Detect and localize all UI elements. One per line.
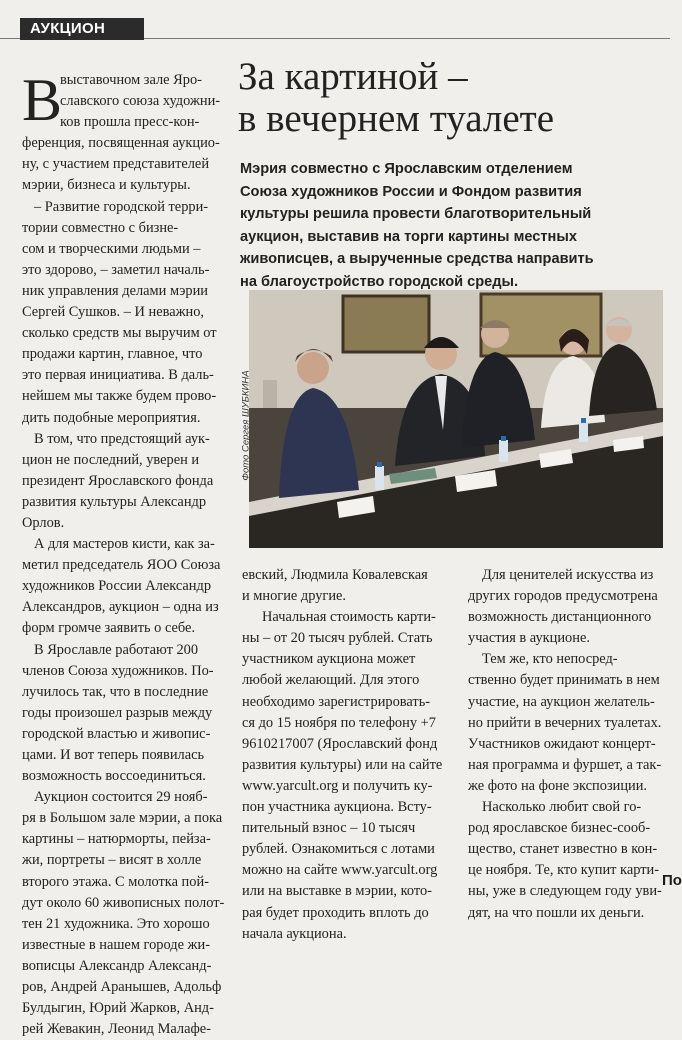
text-line: Тем же, кто непосред- [482, 651, 618, 668]
text-line: продажи картин, главное, что [22, 346, 203, 363]
text-line: и многие другие. [242, 588, 347, 605]
article-column-2 [242, 565, 454, 945]
text-line: ся до 15 ноября по телефону +7 [242, 714, 436, 731]
text-line: членов Союза художников. По- [22, 662, 214, 679]
text-line: Начальная стоимость карти- [262, 609, 436, 626]
text-line: дят, на что пошли их деньги. [468, 904, 645, 921]
lede [240, 158, 660, 294]
article-column-3 [468, 565, 666, 924]
text-line: це ноября. Те, кто купит карти- [468, 862, 659, 879]
text-line: Аукцион состоится 29 нояб- [34, 789, 208, 806]
text-line: это здорово, – заметил началь- [22, 261, 210, 278]
text-line: ференция, посвященная аукцио- [22, 135, 220, 152]
text-line: нейшем мы также будем прово- [22, 388, 217, 405]
text-line: цион не последний, уверен и [22, 451, 200, 468]
text-line: президент Ярославского фонда [22, 472, 214, 489]
text-line: А для мастеров кисти, как за- [34, 536, 215, 553]
text-line: же фото на фоне экспозиции. [468, 777, 648, 794]
text-line: дить подобные мероприятия. [22, 409, 201, 426]
text-line: участия в аукционе. [468, 630, 590, 647]
text-line: – Развитие городской терри- [34, 198, 209, 215]
text-line: развития культуры Александр [22, 493, 207, 510]
text-line: жи, портреты – висят в холле [22, 852, 202, 869]
text-line: необходимо зарегистрировать- [242, 693, 431, 710]
lede-line: Мэрия совместно с Ярославским отделением [240, 161, 573, 177]
text-line: дут около 60 живописных полот- [22, 894, 225, 911]
text-line: или на выставке в мэрии, кото- [242, 883, 432, 900]
continued-page-fragment: По [662, 872, 682, 889]
text-line: городской властью и живопис- [22, 725, 211, 742]
text-line: ник управления делами мэрии [22, 282, 209, 299]
text-line: ков прошла пресс-кон- [60, 114, 200, 131]
headline-line: в вечернем туалете [238, 97, 555, 140]
text-line: возможность дистанционного [468, 609, 652, 626]
text-line: второго этажа. С молотка пой- [22, 873, 209, 890]
text-line: выставочном зале Яро- [60, 72, 202, 88]
text-line: Участников ожидают концерт- [468, 735, 656, 752]
lede-line: на благоустройство городской среды. [240, 273, 519, 290]
text-line: славского союза художни- [60, 93, 221, 110]
text-line: пон участника аукциона. Всту- [242, 799, 432, 816]
text-line: начала аукциона. [242, 925, 347, 942]
text-line: Булдыгин, Юрий Жарков, Анд- [22, 1000, 214, 1017]
text-line: Сергей Сушков. – И неважно, [22, 304, 205, 321]
text-line: тории совместно с бизне- [22, 219, 179, 236]
text-line: сколько средств мы выручим от [22, 325, 217, 342]
text-line: ря в Большом зале мэрии, а пока [22, 810, 223, 827]
text-line: род ярославское бизнес-сооб- [468, 820, 651, 837]
text-line: любой желающий. Для этого [242, 672, 420, 689]
text-line: форм громче заявить о себе. [22, 620, 196, 637]
text-line: Орлов. [22, 514, 65, 531]
text-line: Александров, аукцион – одна из [22, 599, 219, 616]
text-line: ны – от 20 тысяч рублей. Стать [242, 630, 433, 647]
lede-line: Союза художников России и Фондом развития [240, 183, 582, 200]
text-line: рей Жевакин, Леонид Малафе- [22, 1021, 211, 1038]
text-line: цами. И вот теперь появилась [22, 747, 205, 763]
text-line: В Ярославле работают 200 [34, 641, 199, 658]
photo-credit [236, 370, 252, 481]
text-line: щество, станет известно в кон- [468, 841, 658, 858]
text-line: метил председатель ЯОО Союза [22, 557, 221, 574]
text-line: ров, Андрей Аранышев, Адольф [22, 979, 222, 996]
text-line: можно на сайте www.yarcult.org [242, 862, 438, 879]
text-line: годы произошел разрыв между [22, 704, 213, 721]
lede-line: культуры решила провести благотворительный [240, 206, 592, 223]
text-line: вописцы Александр Александ- [22, 957, 212, 974]
press-conference-photo [249, 290, 663, 548]
text-line: 9610217007 (Ярославский фонд [242, 735, 438, 752]
text-line: www.yarcult.org и получить ку- [242, 777, 433, 794]
headline-line: За картиной – [238, 55, 468, 98]
text-line: но прийти в вечерних туалетах. [468, 714, 662, 731]
text-line: сом и творческими людьми – [22, 240, 201, 257]
text-line: это первая инициатива. В даль- [22, 367, 214, 384]
text-line: ну, с участием представителей [22, 156, 210, 173]
text-line: рая будет проходить вплоть до [242, 904, 429, 921]
text-line: развития культуры) или на сайте [242, 756, 443, 773]
text-line: евский, Людмила Ковалевская [242, 567, 428, 583]
photo-illustration [249, 290, 663, 548]
text-line: лучилось так, что в последние [22, 683, 209, 700]
text-line: других городов предусмотрена [468, 588, 658, 605]
lede-line: аукцион, выставив на торги картины местных [240, 228, 577, 245]
text-line: рублей. Ознакомиться с лотами [242, 841, 435, 858]
text-line: тен 21 художника. Это хорошо [22, 915, 210, 932]
text-line: пительный взнос – 10 тысяч [242, 820, 416, 837]
section-rubric: АУКЦИОН [20, 18, 144, 40]
text-line: художников России Александр [22, 578, 212, 595]
text-line: Для ценителей искусства из [482, 567, 654, 583]
lede-line: живописцев, а вырученные средства направить [240, 251, 594, 268]
text-line: мэрии, бизнеса и культуры. [22, 177, 191, 194]
text-line: В том, что предстоящий аук- [34, 430, 210, 447]
article-column-1 [22, 67, 227, 1040]
text-line: картины – натюрморты, пейза- [22, 831, 211, 848]
text-line: ны, уже в следующем году уви- [468, 883, 662, 900]
photo-credit-text: Фото Сергея ШУБКИНА [240, 370, 252, 481]
text-line: участником аукциона может [242, 651, 416, 668]
text-line: Насколько любит свой го- [482, 799, 642, 816]
text-line: ная программа и фуршет, а так- [468, 756, 662, 773]
text-line: ственно будет принимать в нем [468, 672, 660, 689]
text-line: возможность воссоединиться. [22, 768, 206, 785]
text-line: известные в нашем городе жи- [22, 936, 210, 953]
headline [238, 56, 658, 140]
text-line: участие, на аукцион желатель- [468, 693, 655, 710]
drop-cap: В [22, 67, 63, 133]
